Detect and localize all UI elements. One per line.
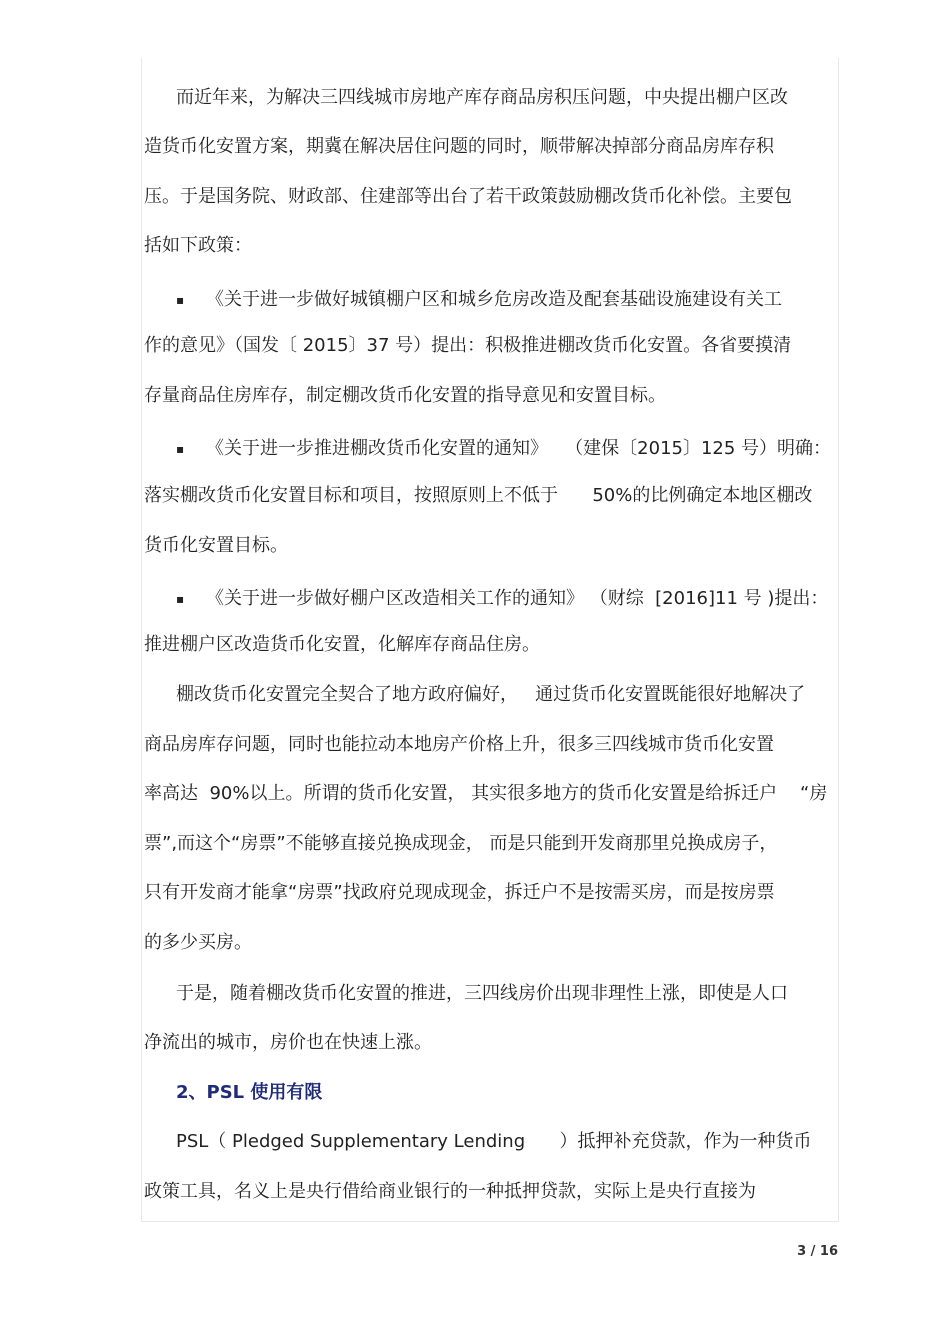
section-heading: 2、PSL 使用有限 (176, 1082, 323, 1103)
bullet-line: 《关于进一步推进棚改货币化安置的通知》 （建保〔2015〕125 号）明确： (206, 438, 832, 459)
paragraph-line: 净流出的城市，房价也在快速上涨。 (144, 1032, 432, 1053)
paragraph-line: 票”,而这个“房票”不能够直接兑换成现金， 而是只能到开发商那里兑换成房子， (144, 833, 778, 854)
bullet-line: 货币化安置目标。 (144, 535, 288, 556)
bullet-line: 作的意见》（国发〔 2015〕37 号）提出：积极推进棚改货币化安置。各省要摸清 (144, 335, 792, 356)
paragraph-line: 只有开发商才能拿“房票”找政府兑现成现金，拆迁户不是按需买房，而是按房票 (144, 882, 775, 903)
paragraph-line: 政策工具，名义上是央行借给商业银行的一种抵押贷款，实际上是央行直接为 (144, 1181, 756, 1202)
paragraph-line: 于是，随着棚改货币化安置的推进，三四线房价出现非理性上涨，即使是人口 (176, 983, 788, 1004)
bullet-line: 落实棚改货币化安置目标和项目，按照原则上不低于 50%的比例确定本地区棚改 (144, 485, 813, 506)
paragraph-line: 的多少买房。 (144, 932, 252, 953)
bullet-line: 《关于进一步做好城镇棚户区和城乡危房改造及配套基础设施建设有关工 (206, 289, 782, 310)
bullet-line: 存量商品住房库存，制定棚改货币化安置的指导意见和安置目标。 (144, 385, 666, 406)
paragraph-line: 压。于是国务院、财政部、住建部等出台了若干政策鼓励棚改货币化补偿。主要包 (144, 186, 792, 207)
paragraph-line: 棚改货币化安置完全契合了地方政府偏好， 通过货币化安置既能很好地解决了 (176, 684, 806, 705)
bullet-marker: ▪ (176, 592, 185, 606)
bullet-marker: ▪ (176, 293, 185, 307)
bullet-line: 推进棚户区改造货币化安置，化解库存商品住房。 (144, 634, 540, 655)
paragraph-line: PSL（ Pledged Supplementary Lending ）抵押补充贷款，作为一种货币 (176, 1131, 812, 1152)
paragraph-line: 商品房库存问题，同时也能拉动本地房产价格上升，很多三四线城市货币化安置 (144, 734, 774, 755)
bullet-marker: ▪ (176, 442, 185, 456)
paragraph-line: 造货币化安置方案，期冀在解决居住问题的同时，顺带解决掉部分商品房库存积 (144, 136, 774, 157)
paragraph-line: 而近年来，为解决三四线城市房地产库存商品房积压问题，中央提出棚户区改 (176, 87, 788, 108)
paragraph-line: 括如下政策： (144, 235, 252, 256)
bullet-line: 《关于进一步做好棚户区改造相关工作的通知》 （财综 [2016]11 号 )提出： (206, 588, 829, 609)
paragraph-line: 率高达 90%以上。所谓的货币化安置， 其实很多地方的货币化安置是给拆迁户 “房 (144, 783, 828, 804)
page-number: 3 / 16 (797, 1244, 838, 1259)
